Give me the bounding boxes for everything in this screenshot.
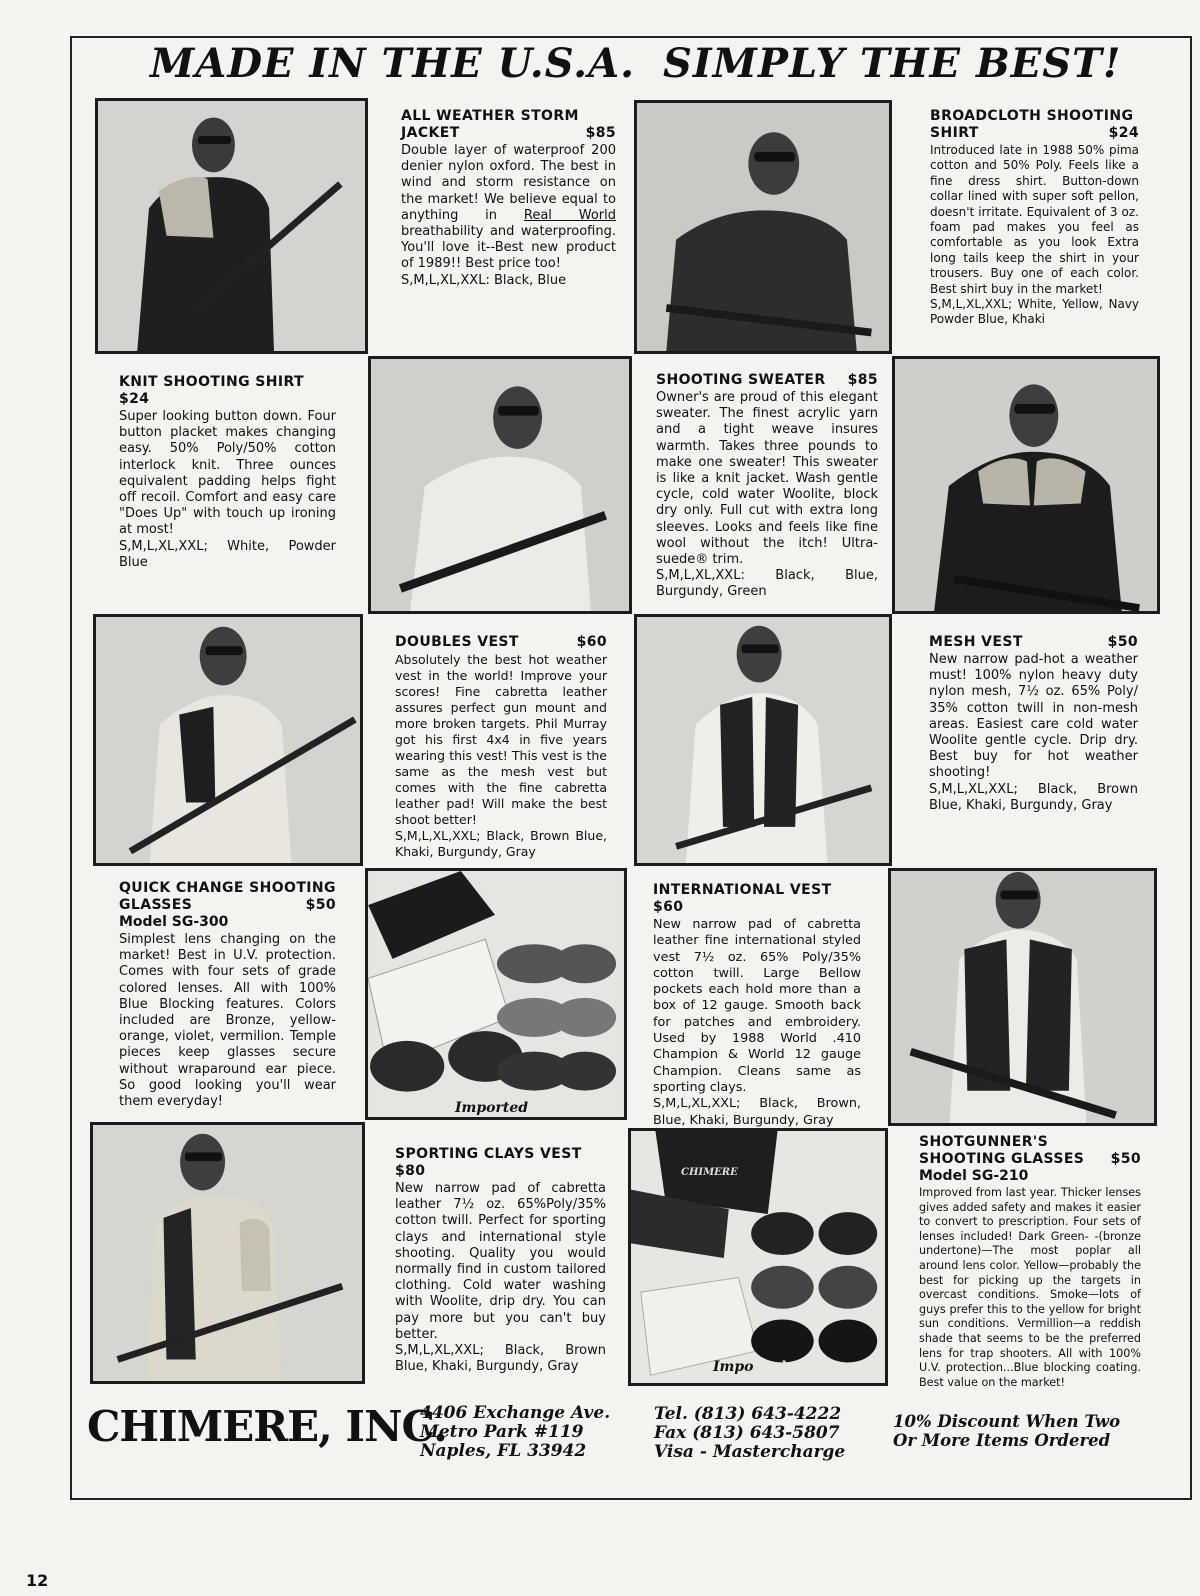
underlined-brand-text: Real World xyxy=(523,207,616,223)
discount-line: 10% Discount When Two xyxy=(893,1412,1121,1431)
product-title-line xyxy=(930,125,1139,142)
product-knit-shirt xyxy=(119,374,336,571)
product-sizes-colors: S,M,L,XL,XXL; Black, Brown Blue, Khaki, Burgundy, Gray xyxy=(395,828,607,859)
product-sizes-colors: S,M,L,XL,XXL: Black, Blue xyxy=(401,272,567,288)
company-address xyxy=(420,1404,610,1461)
product-sweater xyxy=(656,372,878,601)
product-description xyxy=(401,143,616,273)
product-description: Improved from last year. Thicker lenses gives added safety and makes it easier to convert to prescription. Four sets of lenses included! Dark Green- -(bronze undertone)—The most poplar all around lens color. Yellow—probably the best for picking up the targets in overcast conditions. Smoke—lots of guys prefer this to the yellow for bright sun conditions. Vermillion—a reddish shade that seems to be the preferred lens for trap shooters. All with 100% U.V. protection...Blue blocking coating. Best value on the market! xyxy=(919,1186,1141,1389)
product-title: JACKET xyxy=(401,125,460,141)
product-description: New narrow pad of cabretta leather 7½ oz. 65%Poly/35% cotton twill. Perfect for sporting clays and international style shooting. Quality you would normally find in custom tailored clothing. Cold water washing with Woolite, drip dry. You can pay more but you can't buy better. xyxy=(395,1181,606,1342)
address-line: Naples, FL 33942 xyxy=(420,1441,587,1461)
product-sizes-colors: S,M,L,XL,XXL; Black, Brown Blue, Khaki, Burgundy, Gray xyxy=(395,1343,606,1375)
product-title-line xyxy=(656,372,878,389)
payment-line: Visa - Mastercharge xyxy=(654,1442,846,1462)
product-title-line xyxy=(929,634,1138,651)
product-price: $50 xyxy=(305,897,336,913)
man-in-sweater-image xyxy=(895,359,1157,611)
man-in-mesh-vest-image xyxy=(637,617,889,863)
product-title: SPORTING CLAYS VEST $80 xyxy=(395,1146,582,1179)
product-description: Super looking button down. Four button placket makes changing easy. 50% Poly/50% cotton interlock knit. Three ounces equivalent padding helps fight off recoil. Comfort and easy care "Does Up" with touch up ironing at most! xyxy=(119,409,336,538)
photo-shotgunner-glasses xyxy=(628,1128,888,1386)
photo-knit-shirt xyxy=(368,356,632,614)
product-title: GLASSES xyxy=(119,897,193,913)
product-title-line xyxy=(395,634,607,651)
glasses-case-and-lenses-image xyxy=(631,1131,885,1383)
man-in-white-shirt-image xyxy=(371,359,629,611)
company-contact xyxy=(654,1405,845,1462)
product-sizes-colors: S,M,L,XL,XXL: Black, Blue, Burgundy, Green xyxy=(656,568,878,600)
product-broadcloth-shirt xyxy=(930,108,1139,328)
case-brand-label: CHIMERE xyxy=(681,1167,738,1178)
imported-label: Imported xyxy=(455,1100,529,1116)
product-doubles-vest xyxy=(395,634,607,860)
product-mesh-vest xyxy=(929,634,1138,814)
man-in-jacket-image xyxy=(98,101,365,351)
man-in-clays-vest-image xyxy=(93,1125,362,1381)
product-title: BROADCLOTH SHOOTING xyxy=(930,108,1134,124)
product-title: SHIRT xyxy=(930,125,979,141)
photo-broadcloth-shirt xyxy=(634,100,892,354)
man-in-dark-shirt-image xyxy=(637,103,889,351)
product-title: QUICK CHANGE SHOOTING xyxy=(119,880,336,896)
product-international-vest xyxy=(653,882,861,1129)
description-text: breathability and waterproofing. You'll love it--Best new product of 1989!! Best price too! xyxy=(401,224,616,272)
photo-mesh-vest xyxy=(634,614,892,866)
description-text: Double layer of waterproof 200 denier nylon oxford. The best in wind and storm resistance on the market! We believe equal to anything in xyxy=(401,143,616,223)
fax-line: Fax (813) 643-5807 xyxy=(654,1423,840,1443)
man-in-doubles-vest-image xyxy=(96,617,360,863)
product-title: DOUBLES VEST xyxy=(395,634,519,650)
product-description: New narrow pad-hot a weather must! 100% nylon heavy duty nylon mesh, 7½ oz. 65% Poly/ 35% cotton twill in non-mesh areas. Easiest care cold water Woolite gentle cycle. Drip dry. Best buy for hot weather shooting! xyxy=(929,652,1138,781)
product-model: Model SG-210 xyxy=(919,1168,1029,1184)
product-description: Introduced late in 1988 50% pima cotton and 50% Poly. Feels like a fine dress shirt. Button-down collar lined with super soft pellon, doesn't irritate. Equivalent of 3 oz. foam pad makes you feel as comfortable as you look Extra long tails keep the shirt in your trousers. Buy one of each color. Best shirt buy in the market! xyxy=(930,143,1139,296)
product-sizes-colors: S,M,L,XL,XXL; Black, Brown Blue, Khaki, Burgundy, Gray xyxy=(929,781,1138,813)
headline-simply-the-best: SIMPLY THE BEST! xyxy=(663,40,1122,87)
product-model: Model SG-300 xyxy=(119,914,229,930)
glasses-and-lenses-image xyxy=(368,871,624,1117)
product-description: New narrow pad of cabretta leather fine international styled vest 7½ oz. 65% Poly/35% cotton twill. Large Bellow pockets each hold more than a box of 12 gauge. Smooth back for patches and embroidery. Used by 1988 World .410 Champion & World 12 gauge Champion. Cleans same as sporting clays. xyxy=(653,917,861,1095)
photo-doubles-vest xyxy=(93,614,363,866)
headline-made-in-usa: MADE IN THE U.S.A. xyxy=(150,40,636,87)
product-description: Absolutely the best hot weather vest in the world! Improve your scores! Fine cabretta leather assures perfect gun mount and more broken targets. Phil Murray got his first 4x4 in five years wearing this vest! This vest is the same as the mesh vest but comes with the fine cabretta leather pad! Will make the best shoot better! xyxy=(395,652,607,827)
photo-storm-jacket xyxy=(95,98,368,354)
product-title: SHOOTING SWEATER xyxy=(656,372,826,388)
photo-sporting-clays-vest xyxy=(90,1122,365,1384)
product-price: $60 xyxy=(576,634,607,650)
product-description: Owner's are proud of this elegant sweater. The finest acrylic yarn and a tight weave insures warmth. Takes three pounds to make one sweater! This sweater is like a knit jacket. Wash gentle cycle, cold water Woolite, block dry only. Full cut with extra long sleeves. Looks and feels like fine wool without the itch! Ultra-suede® trim. xyxy=(656,390,878,568)
photo-quick-glasses xyxy=(365,868,627,1120)
imported-text: Impo xyxy=(713,1359,754,1375)
product-title: MESH VEST xyxy=(929,634,1023,650)
product-title-line xyxy=(401,125,616,142)
discount-line: Or More Items Ordered xyxy=(893,1431,1111,1450)
product-title: SHOOTING GLASSES xyxy=(919,1151,1085,1167)
photo-international-vest xyxy=(888,868,1157,1126)
product-sizes-colors: S,M,L,XL,XXL; Black, Brown, Blue, Khaki, Burgundy, Gray xyxy=(653,1096,861,1128)
imported-text-hidden: rted xyxy=(753,1359,787,1375)
product-price: $85 xyxy=(585,125,616,141)
product-sporting-clays-vest xyxy=(395,1146,606,1375)
page-number: 12 xyxy=(26,1571,49,1590)
phone-line: Tel. (813) 643-4222 xyxy=(654,1404,842,1424)
product-sizes-colors: S,M,L,XL,XXL; White, Yellow, Navy Powder Blue, Khaki xyxy=(930,297,1139,327)
product-storm-jacket xyxy=(401,108,616,289)
photo-sweater xyxy=(892,356,1160,614)
product-title: INTERNATIONAL VEST $60 xyxy=(653,882,832,915)
product-price: $50 xyxy=(1107,634,1138,650)
company-name: CHIMERE, INC. xyxy=(87,1402,447,1451)
imported-label xyxy=(713,1359,786,1375)
product-sizes-colors: S,M,L,XL,XXL; White, Powder Blue xyxy=(119,538,336,570)
product-title-line xyxy=(919,1151,1141,1168)
product-description: Simplest lens changing on the market! Best in U.V. protection. Comes with four sets of grade colored lenses. All with 100% Blue Blocking features. Colors included are Bronze, yellow-orange, violet, vermilion. Temple pieces keep glasses secure without wraparound ear piece. So good looking you'll wear them everyday! xyxy=(119,932,336,1110)
discount-offer xyxy=(893,1412,1120,1450)
product-price: $50 xyxy=(1110,1151,1141,1167)
product-title-line xyxy=(119,897,336,914)
address-line: Metro Park #119 xyxy=(420,1422,584,1442)
product-price: $24 xyxy=(1108,125,1139,141)
address-line: 4406 Exchange Ave. xyxy=(420,1403,611,1423)
product-title: SHOTGUNNER'S xyxy=(919,1134,1049,1150)
product-shotgunner-glasses xyxy=(919,1134,1141,1390)
product-title: KNIT SHOOTING SHIRT $24 xyxy=(119,374,304,407)
man-in-international-vest-image xyxy=(891,871,1154,1123)
product-price: $85 xyxy=(847,372,878,388)
product-title: ALL WEATHER STORM xyxy=(401,108,579,124)
product-quick-glasses xyxy=(119,880,336,1110)
